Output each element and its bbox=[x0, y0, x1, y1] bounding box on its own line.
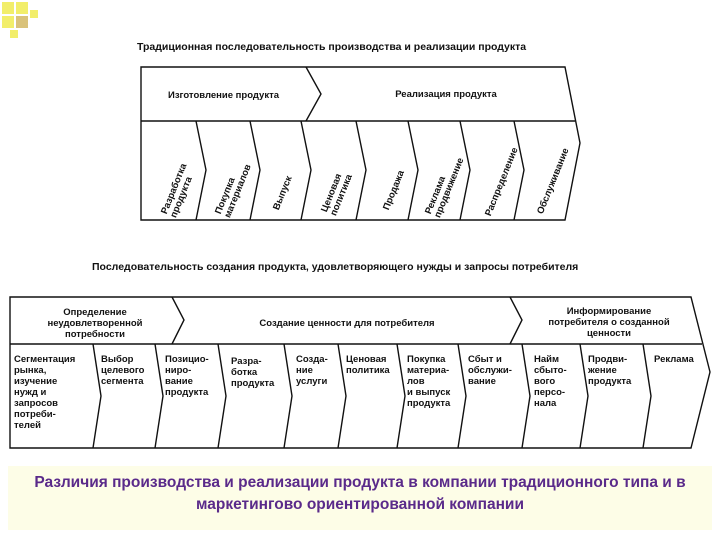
diagram2-step: Реклама bbox=[654, 354, 694, 365]
diagram2-step: Покупка материа- лов и выпуск продукта bbox=[407, 354, 451, 409]
diagram2-phase-divider bbox=[510, 297, 522, 344]
diagram2-step: Продви- жение продукта bbox=[588, 354, 632, 387]
diagram1-step: Разработка продукта bbox=[159, 161, 195, 220]
diagram1-step: Ценовая политика bbox=[319, 172, 355, 218]
diagram1-step: Реклама продвижение bbox=[423, 156, 467, 220]
diagram2-step: Разра- ботка продукта bbox=[231, 356, 275, 389]
diagram2-step: Созда- ние услуги bbox=[296, 354, 328, 387]
diagram1-phase-sales: Реализация продукта bbox=[395, 89, 497, 100]
diagram2-step-divider bbox=[93, 344, 101, 448]
diagram2-step: Ценовая политика bbox=[346, 354, 390, 376]
diagram1-step: Распределение bbox=[483, 145, 521, 218]
diagram2-step: Позицио- ниро- вание продукта bbox=[165, 354, 209, 398]
slide-caption: Различия производства и реализации продукта в компании традиционного типа и в маркетингово ориентированной компании bbox=[8, 466, 712, 530]
diagram1-step: Покупка материалов bbox=[213, 162, 254, 220]
diagram2-phase-inform: Информирование потребителя о созданной ценности bbox=[548, 306, 670, 339]
diagram1-step: Выпуск bbox=[271, 174, 295, 212]
diagram2-step-divider bbox=[643, 344, 651, 448]
diagram2-step: Сегментация рынка, изучение нужд и запросов потреби- телей bbox=[14, 354, 76, 431]
diagram2-step: Найм сбыто- вого персо- нала bbox=[534, 354, 567, 409]
diagram2-phase-define: Определение неудовлетворенной потребности bbox=[47, 307, 143, 340]
diagram2-title: Последовательность создания продукта, удовлетворяющего нужды и запросы потребителя bbox=[92, 261, 579, 273]
diagram2-phase-value: Создание ценности для потребителя bbox=[259, 318, 435, 329]
diagram1-phase-divider bbox=[306, 67, 321, 121]
diagram1-title: Традиционная последовательность производства и реализации продукта bbox=[137, 41, 527, 53]
diagram2-step: Сбыт и обслужи- вание bbox=[468, 354, 512, 387]
diagram1-step: Обслуживание bbox=[535, 146, 572, 216]
diagram2-step: Выбор целевого сегмента bbox=[101, 354, 145, 387]
diagram1-phase-production: Изготовление продукта bbox=[167, 90, 280, 101]
diagram2-step-divider bbox=[522, 344, 530, 448]
diagram1-step: Продажа bbox=[381, 168, 407, 212]
diagram2-phase-divider bbox=[172, 297, 184, 344]
